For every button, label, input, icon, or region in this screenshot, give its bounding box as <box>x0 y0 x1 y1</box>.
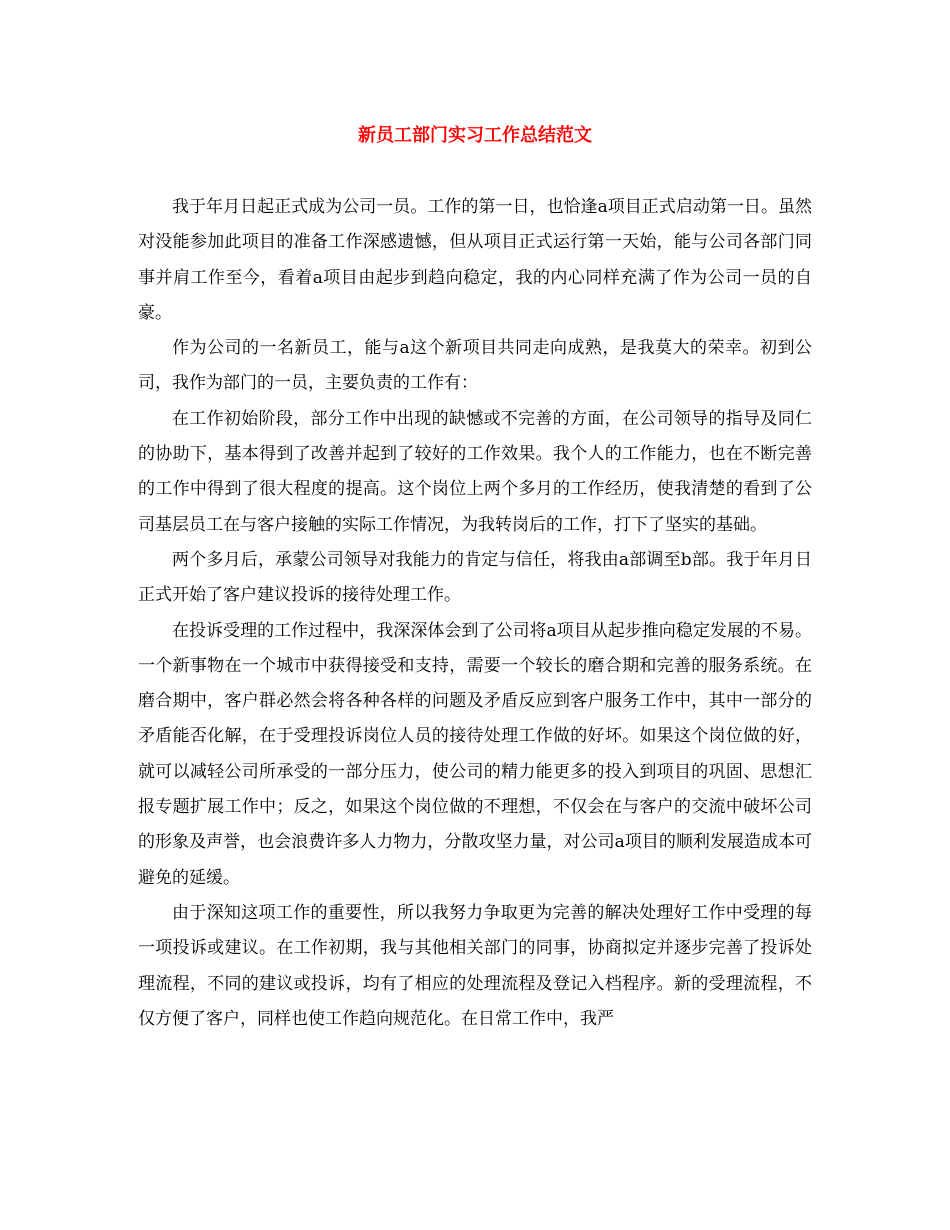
paragraph: 由于深知这项工作的重要性，所以我努力争取更为完善的解决处理好工作中受理的每一项投诉或建议。在工作初期，我与其他相关部门的同事，协商拟定并逐步完善了投诉处理流程，不同的建议或投诉，均有了相应的处理流程及登记入档程序。新的受理流程，不仅方便了客户，同样也使工作趋向规范化。在日常工作中，我严 <box>138 902 812 1029</box>
paragraph: 作为公司的一名新员工，能与a这个新项目共同走向成熟，是我莫大的荣幸。初到公司，我作为部门的一员，主要负责的工作有： <box>138 338 812 394</box>
document-body <box>138 190 812 1037</box>
paragraph: 在工作初始阶段，部分工作中出现的缺憾或不完善的方面，在公司领导的指导及同仁的协助下，基本得到了改善并起到了较好的工作效果。我个人的工作能力，也在不断完善的工作中得到了很大程度的提高。这个岗位上两个多月的工作经历，使我清楚的看到了公司基层员工在与客户接触的实际工作情况，为我转岗后的工作，打下了坚实的基础。 <box>138 408 812 535</box>
paragraph: 我于年月日起正式成为公司一员。工作的第一日，也恰逢a项目正式启动第一日。虽然对没能参加此项目的准备工作深感遗憾，但从项目正式运行第一天始，能与公司各部门同事并肩工作至今，看着a项目由起步到趋向稳定，我的内心同样充满了作为公司一员的自豪。 <box>138 197 812 323</box>
document-title: 新员工部门实习工作总结范文 <box>358 125 592 146</box>
paragraph: 两个多月后，承蒙公司领导对我能力的肯定与信任，将我由a部调至b部。我于年月日正式开始了客户建议投诉的接待处理工作。 <box>138 549 812 606</box>
paragraph: 在投诉受理的工作过程中，我深深体会到了公司将a项目从起步推向稳定发展的不易。一个新事物在一个城市中获得接受和支持，需要一个较长的磨合期和完善的服务系统。在磨合期中，客户群必然会将各种各样的问题及矛盾反应到客户服务工作中，其中一部分的矛盾能否化解，在于受理投诉岗位人员的接待处理工作做的好坏。如果这个岗位做的好，就可以减轻公司所承受的一部分压力，使公司的精力能更多的投入到项目的巩固、思想汇报专题扩展工作中；反之，如果这个岗位做的不理想，不仅会在与客户的交流中破坏公司的形象及声誉，也会浪费许多人力物力，分散攻坚力量，对公司a项目的顺利发展造成本可避免的延缓。 <box>138 620 812 888</box>
